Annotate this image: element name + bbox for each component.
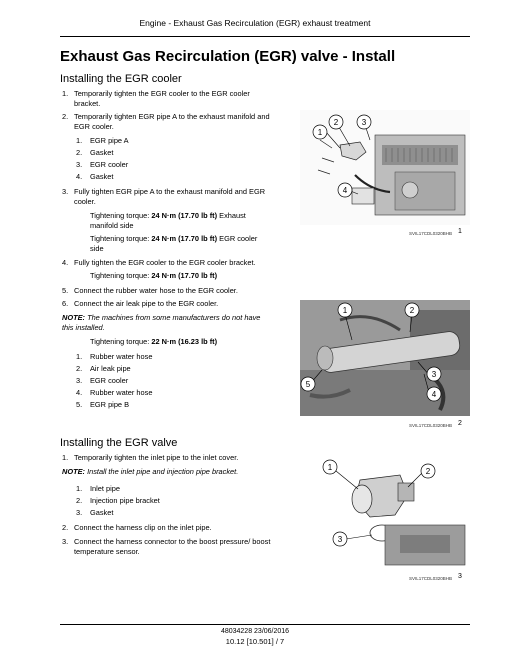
sub-text: Gasket (90, 172, 114, 181)
callout-label: 3 (337, 535, 343, 544)
callout-label: 2 (409, 306, 415, 315)
step-number: 1. (62, 453, 69, 462)
sub-text: Injection pipe bracket (90, 496, 160, 505)
torque-spec: Tightening torque: 24 N·m (17.70 lb ft) Exhaust manifold side (90, 211, 246, 230)
sub-number: 2. (76, 364, 83, 373)
note: NOTE: The machines from some manufacturers do not have this installed. (62, 313, 261, 332)
footer-doc-id: 48034228 23/06/2016 (220, 628, 290, 635)
figure-number: 1 (458, 228, 462, 235)
figure-number: 2 (458, 420, 462, 427)
figure-egr-cooler-pipe (300, 110, 470, 225)
step-text: Temporarily tighten the EGR cooler to the EGR cooler bracket. (74, 89, 250, 108)
page-title: Exhaust Gas Recirculation (EGR) valve - Install (60, 48, 396, 65)
callout-label: 3 (361, 118, 367, 127)
sub-text: EGR cooler (90, 376, 129, 385)
footer-page-number: 10.12 [10.501] / 7 (225, 637, 285, 646)
sub-number: 2. (76, 496, 83, 505)
torque-spec: Tightening torque: 24 N·m (17.70 lb ft) (90, 271, 218, 280)
step-text: Connect the harness connector to the boost pressure/ boost temperature sensor. (74, 537, 271, 556)
step-text: Connect the harness clip on the inlet pipe. (74, 523, 212, 532)
sub-number: 1. (76, 352, 83, 361)
section-heading-egr-valve: Installing the EGR valve (60, 437, 178, 449)
header-rule (60, 36, 470, 37)
callout-label: 2 (425, 467, 431, 476)
step-text: Temporarily tighten the inlet pipe to the inlet cover. (74, 453, 239, 462)
step-number: 2. (62, 523, 69, 532)
step-text: Fully tighten the EGR cooler to the EGR cooler bracket. (74, 258, 256, 267)
step-number: 5. (62, 286, 69, 295)
sub-number: 2. (76, 148, 83, 157)
callout-label: 4 (342, 186, 348, 195)
sub-number: 4. (76, 388, 83, 397)
note: NOTE: Install the inlet pipe and injection pipe bracket. (62, 467, 239, 476)
sub-number: 3. (76, 508, 83, 517)
step-number: 3. (62, 537, 69, 546)
sub-text: Gasket (90, 148, 114, 157)
figure-code: SVIL17CDL0320BHB (408, 576, 452, 581)
sub-number: 5. (76, 400, 83, 409)
callout-label: 1 (317, 128, 323, 137)
step-number: 4. (62, 258, 69, 267)
torque-spec: Tightening torque: 24 N·m (17.70 lb ft) EGR cooler side (90, 234, 258, 253)
sub-number: 3. (76, 376, 83, 385)
figure-inlet-pipe (300, 455, 470, 570)
step-text: Fully tighten EGR pipe A to the exhaust manifold and EGR cooler. (74, 187, 266, 206)
step-text: Temporarily tighten EGR pipe A to the exhaust manifold and EGR cooler. (74, 112, 270, 131)
sub-text: Air leak pipe (90, 364, 131, 373)
sub-number: 1. (76, 136, 83, 145)
sub-number: 4. (76, 172, 83, 181)
callout-label: 1 (327, 463, 333, 472)
callout-label: 5 (305, 380, 311, 389)
sub-text: EGR pipe A (90, 136, 129, 145)
section-heading-egr-cooler: Installing the EGR cooler (60, 73, 182, 85)
callout-label: 3 (431, 370, 437, 379)
figure-egr-cooler-hoses (300, 300, 470, 416)
step-number: 1. (62, 89, 69, 98)
running-header: Engine - Exhaust Gas Recirculation (EGR) exhaust treatment (139, 18, 371, 28)
sub-text: EGR pipe B (90, 400, 130, 409)
step-text: Connect the rubber water hose to the EGR cooler. (74, 286, 238, 295)
sub-text: Rubber water hose (90, 388, 153, 397)
step-number: 6. (62, 299, 69, 308)
footer-rule (60, 624, 470, 625)
callout-label: 1 (342, 306, 348, 315)
torque-spec: Tightening torque: 22 N·m (16.23 lb ft) (90, 337, 218, 346)
sub-text: Inlet pipe (90, 484, 120, 493)
sub-number: 3. (76, 160, 83, 169)
figure-code: SVIL17CDL0320BHB (408, 231, 452, 236)
figure-number: 3 (458, 573, 462, 580)
step-text: Connect the air leak pipe to the EGR cooler. (74, 299, 219, 308)
step-number: 3. (62, 187, 69, 196)
figure-code: SVIL17CDL0320BHB (408, 423, 452, 428)
callout-label: 2 (333, 118, 339, 127)
step-number: 2. (62, 112, 69, 121)
sub-number: 1. (76, 484, 83, 493)
callout-label: 4 (431, 390, 437, 399)
sub-text: Rubber water hose (90, 352, 153, 361)
sub-text: EGR cooler (90, 160, 129, 169)
sub-text: Gasket (90, 508, 114, 517)
